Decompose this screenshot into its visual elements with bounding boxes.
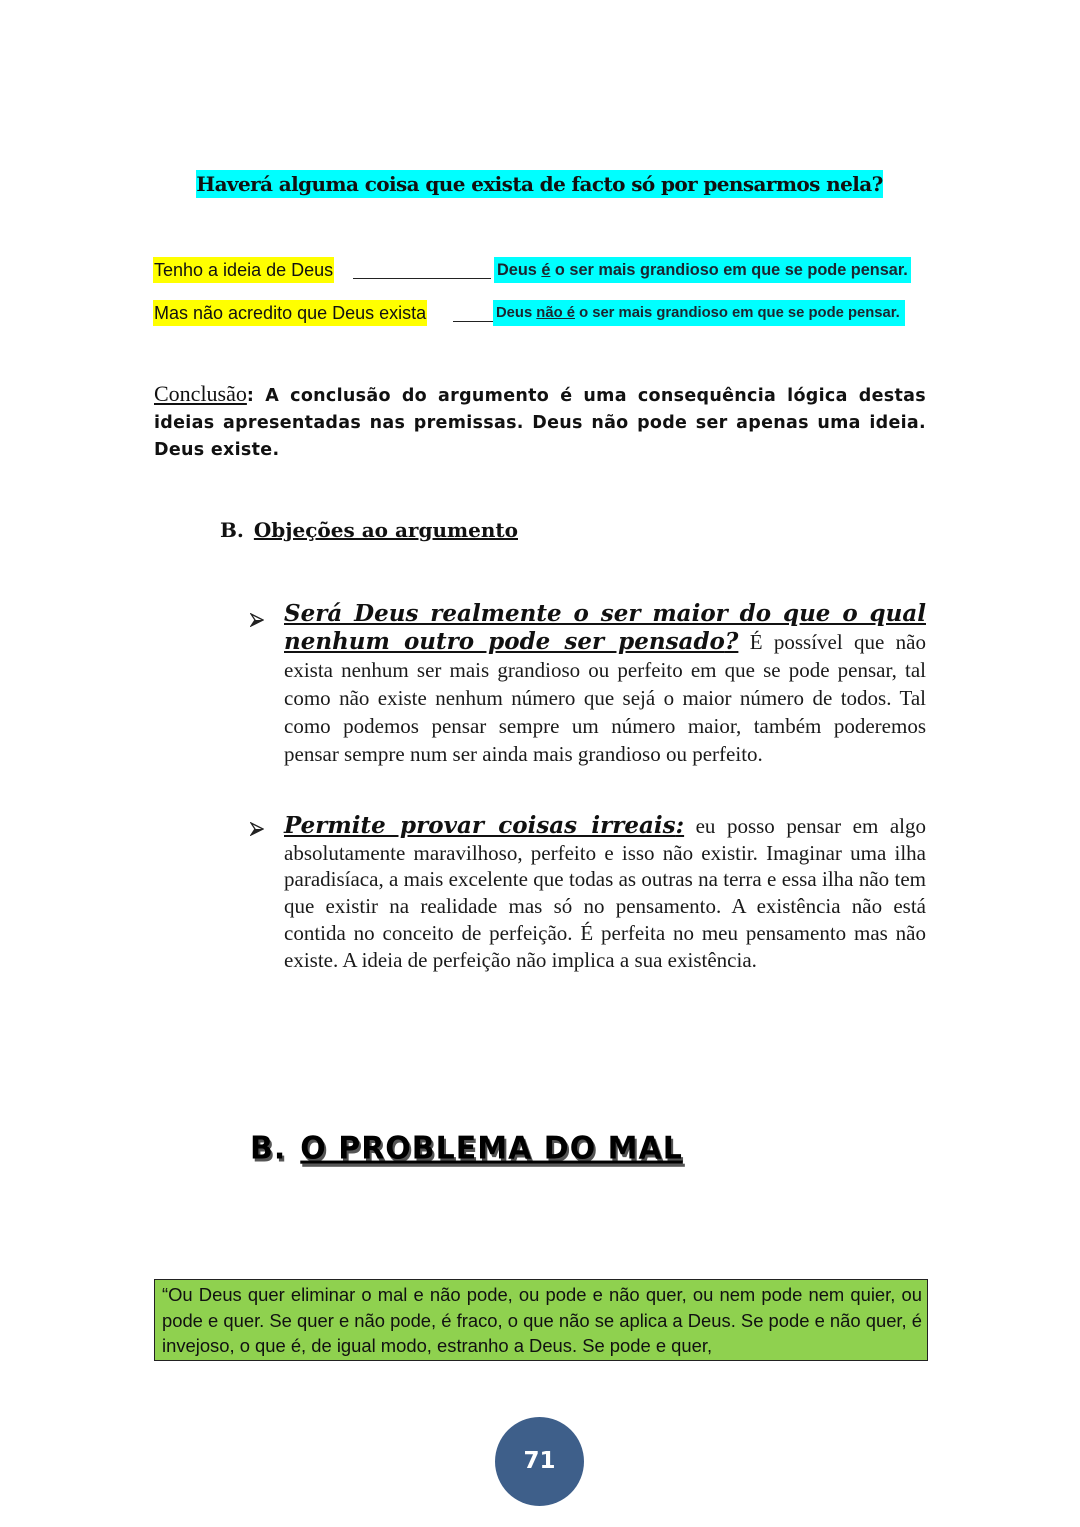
objection-item-2: Permite provar coisas irreais: eu posso pensar em algo absolutamente maravilhoso, perfeito e isso não existir. Imaginar uma ilha paradisíaca, a mais excelente que todas as outras na terra e essa ilha não tem que existir na realidade mas só no pensamento. A existência não está contida no conceito de perfeição. É perfeita no meu pensamento mas não existe. A ideia de perfeição não implica a sua existência. — [250, 813, 926, 973]
premise-1-emphasis: é — [541, 261, 551, 279]
section-title: O PROBLEMA DO MAL — [300, 1130, 683, 1167]
premise-2-emphasis: não é — [536, 305, 575, 321]
premise-2-inference: Deus não é o ser mais grandioso em que se pode pensar. — [493, 300, 905, 326]
premise-1-inference: Deus é o ser mais grandioso em que se pode pensar. — [494, 257, 911, 283]
objection-2-text: eu posso pensar em algo absolutamente maravilhoso, perfeito e isso não existir. Imaginar uma ilha paradisíaca, a mais excelente que todas as outras na terra e essa ilha não tem que existir na realidade mas só no pensamento. A existência não está contida no conceito de perfeição. É perfeita no meu pensamento mas não existe. A ideia de perfeição não implica a sua existência. — [284, 814, 926, 972]
objections-title: Objeções ao argumento — [253, 518, 518, 542]
conclusion-paragraph: Conclusão: A conclusão do argumento é uma consequência lógica destas ideias apresentadas nas premissas. Deus não pode ser apenas uma ideia. Deus existe. — [154, 381, 926, 460]
conclusion-text: A conclusão do argumento é uma consequência lógica destas ideias apresentadas nas premissas. Deus não pode ser apenas uma ideia. Deus existe. — [154, 386, 926, 460]
premise-1-statement: Tenho a ideia de Deus — [153, 257, 334, 283]
conclusion-label: Conclusão — [154, 381, 247, 406]
arrowhead-bullet-icon — [250, 822, 264, 836]
objections-heading — [220, 515, 518, 545]
page-number-badge: 71 — [495, 1417, 584, 1506]
objection-1-text: É possível que não exista nenhum ser mais grandioso ou perfeito em que se pode pensar, tal como não existe nenhum número que sejá o maior número de todos. Tal como podemos pensar sempre um número maior, também poderemos pensar sempre num ser ainda mais grandioso ou perfeito. — [284, 630, 926, 766]
premise-1-connector-line — [353, 278, 491, 279]
epicurus-quote-box: “Ou Deus quer eliminar o mal e não pode, ou pode e não quer, ou nem pode nem quier, ou pode e quer. Se quer e não pode, é fraco, o que não se aplica a Deus. Se pode e não quer, é invejoso, o que é, de igual modo, estranho a Deus. Se pode e quer, — [154, 1279, 928, 1361]
premise-row-2 — [153, 300, 928, 326]
objection-1-lead: Será Deus realmente o ser maior do que o qual nenhum outro pode ser pensado — [284, 600, 926, 655]
guiding-question: Haverá alguma coisa que exista de facto só por pensarmos nela? — [196, 172, 883, 196]
arrowhead-bullet-icon — [250, 613, 264, 627]
premise-row-1 — [153, 257, 928, 283]
problem-of-evil-heading — [250, 1127, 683, 1171]
objection-item-1: Será Deus realmente o ser maior do que o qual nenhum outro pode ser pensado? É possível que não exista nenhum ser mais grandioso ou perfeito em que se pode pensar, tal como não existe nenhum número que sejá o maior número de todos. Tal como podemos pensar sempre um número maior, também poderemos pensar sempre num ser ainda mais grandioso ou perfeito. — [250, 600, 926, 768]
premise-2-statement: Mas não acredito que Deus exista — [153, 300, 427, 326]
section-letter: B. — [250, 1130, 287, 1167]
premise-2-connector-line — [453, 321, 493, 322]
objections-letter: B. — [220, 518, 244, 542]
objection-2-lead: Permite provar coisas irreais — [284, 812, 676, 839]
